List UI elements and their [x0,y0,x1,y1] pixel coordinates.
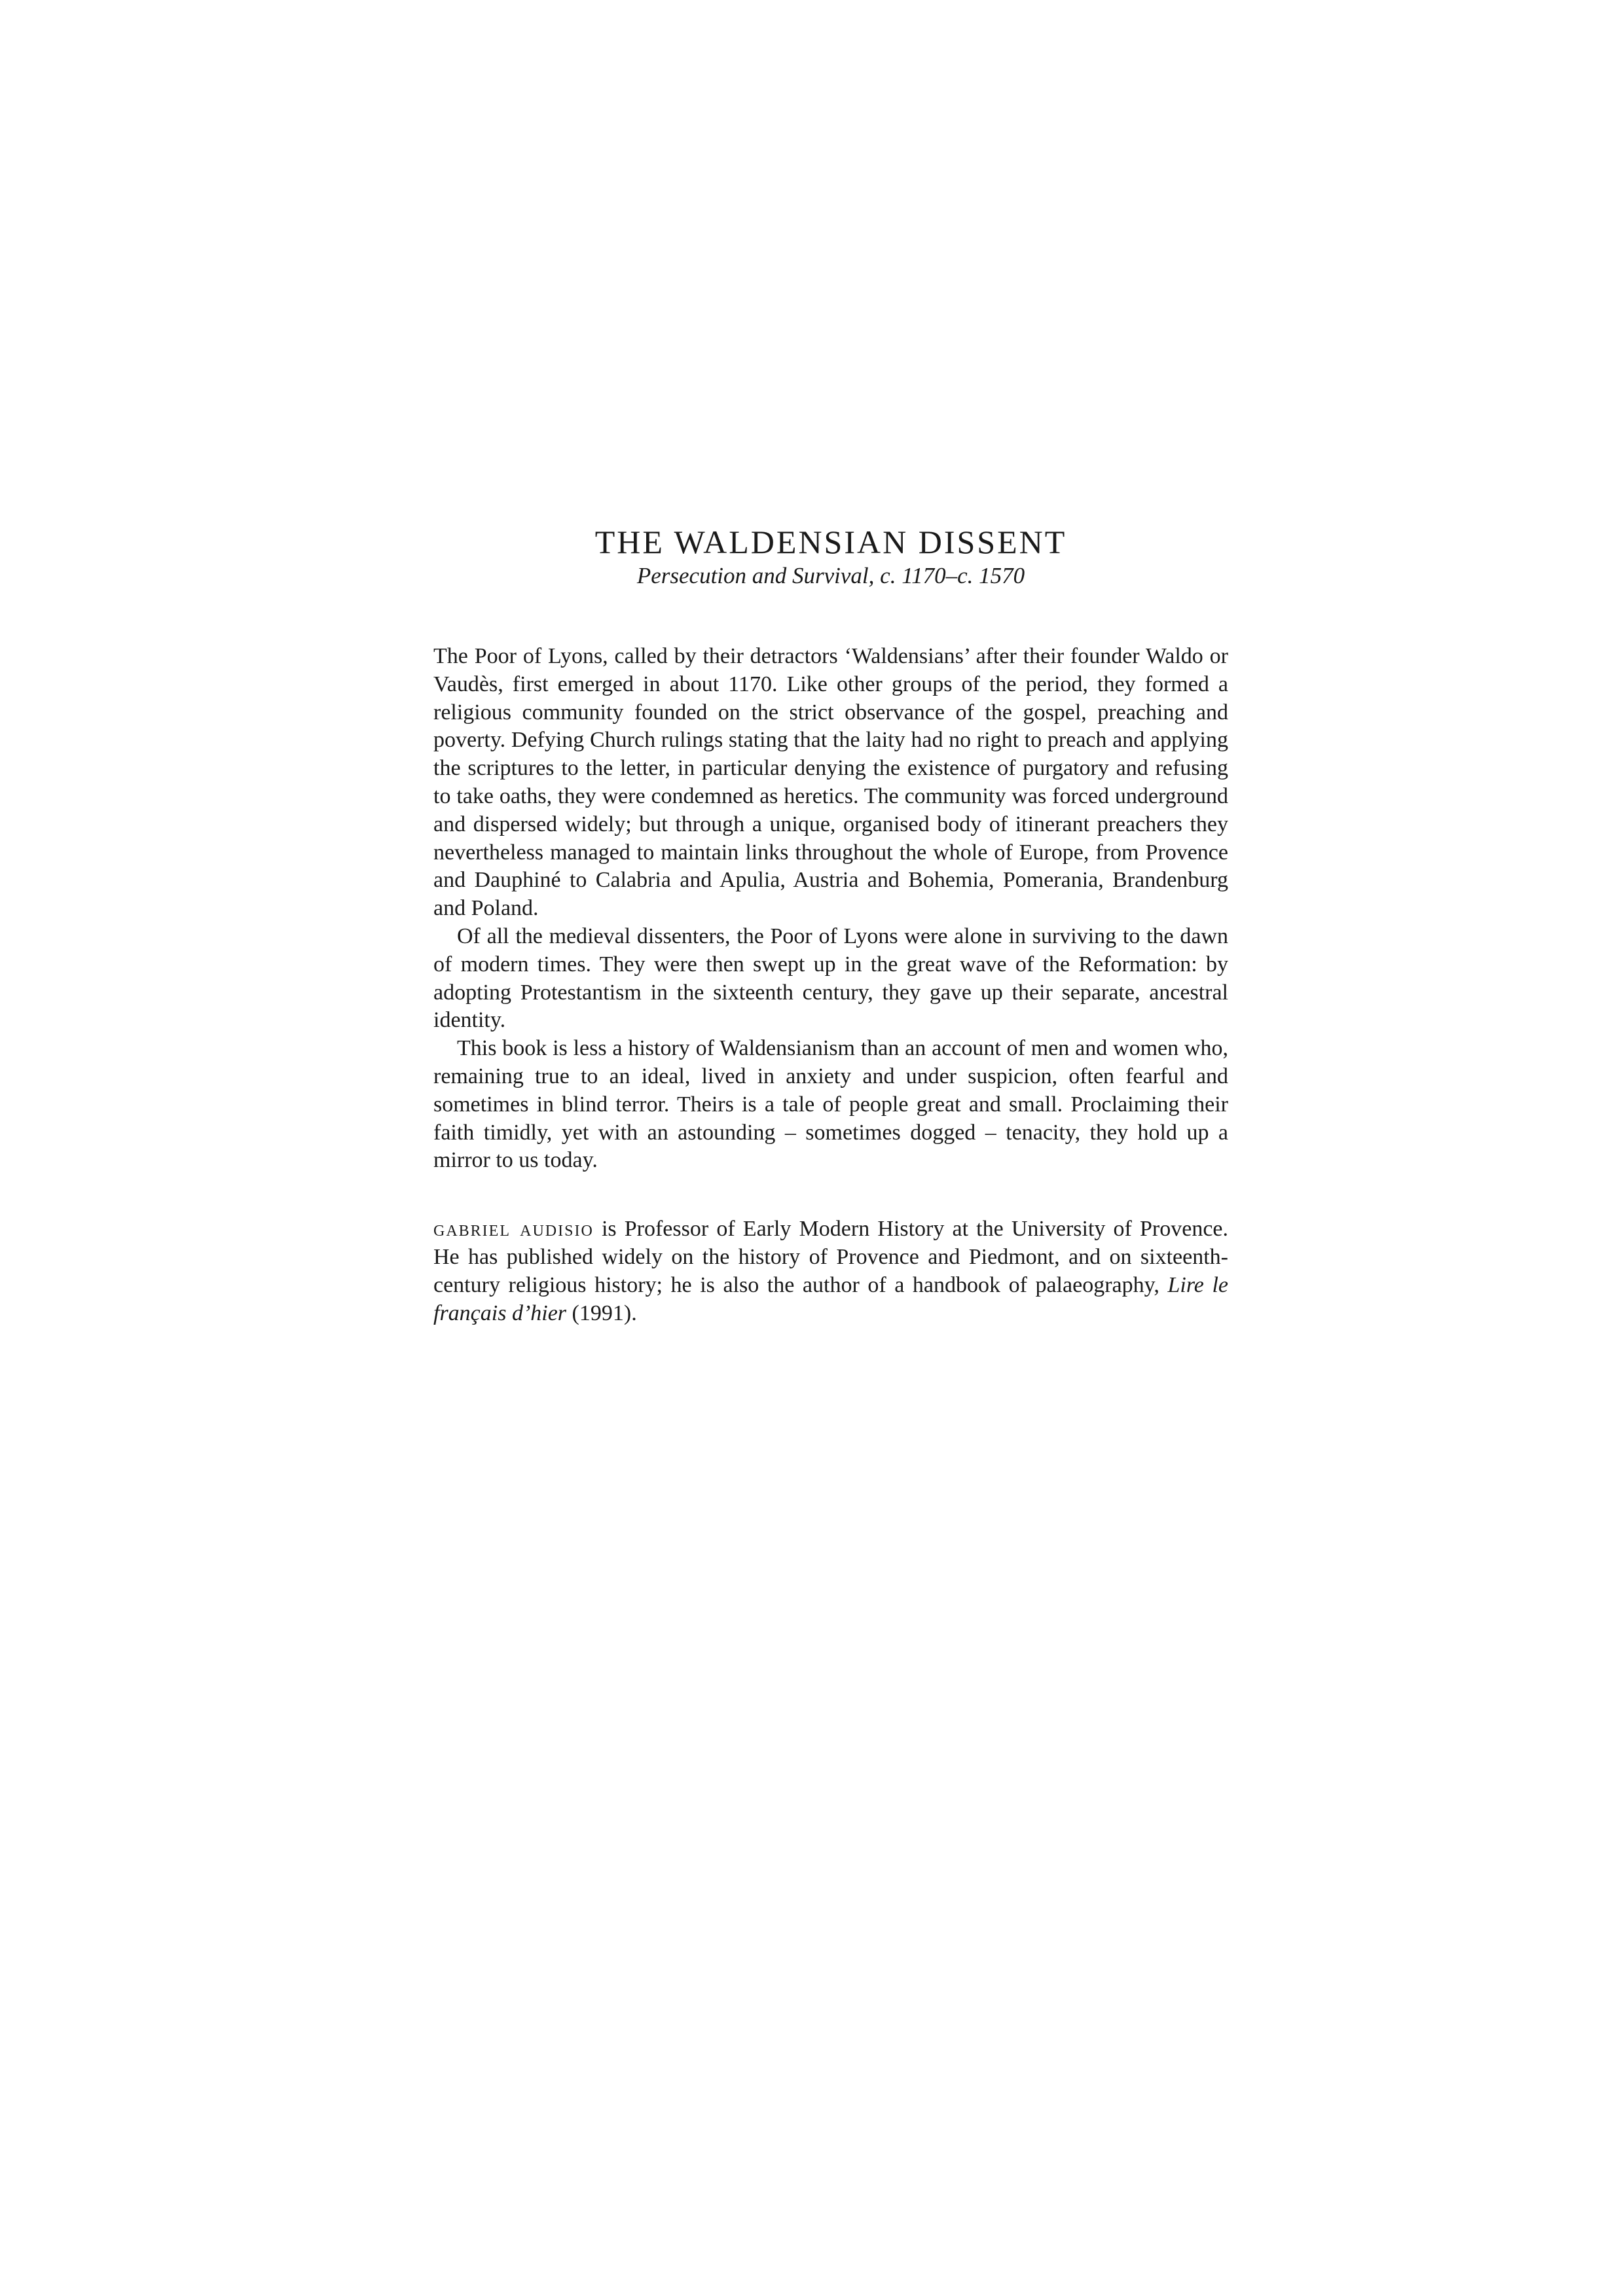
back-cover-text [433,524,1228,1327]
handbook-title: Lire le français d’hier [433,1272,1228,1325]
book-description [433,643,1228,1175]
handbook-year: (1991). [566,1300,637,1325]
author-bio-text: is Professor of Early Modern History at the University of Provence. He has published widely on the history of Provence and Piedmont, and on sixteenth-century religious history; he is also the author of a handbook of palaeography, [433,1217,1228,1297]
book-subtitle: Persecution and Survival, c. 1170–c. 1570 [636,563,1025,588]
description-paragraph: This book is less a history of Waldensianism than an account of men and women who, remaining true to an ideal, lived in anxiety and under suspicion, often fearful and sometimes in blind terror. Theirs is a tale of people great and small. Proclaiming their faith timidly, yet with an astounding – sometimes dogged – tenacity, they hold up a mirror to us today. [433,1036,1228,1173]
description-paragraph: Of all the medieval dissenters, the Poor of Lyons were alone in surviving to the dawn of modern times. They were then swept up in the great wave of the Reformation: by adopting Protestantism in the sixteenth century, they gave up their separate, ancestral identity. [433,924,1228,1033]
description-paragraph: The Poor of Lyons, called by their detractors ‘Waldensians’ after their founder Waldo or Vaudès, first emerged in about 1170. Like other groups of the period, they formed a religious community founded on the strict observance of the gospel, preaching and poverty. Defying Church rulings stating that the laity had no right to preach and applying the scriptures to the letter, in particular denying the existence of purgatory and refusing to take oaths, they were condemned as heretics. The community was forced underground and dispersed widely; but through a unique, organised body of itinerant preachers they nevertheless managed to maintain links throughout the whole of Europe, from Provence and Dauphiné to Calabria and Apulia, Austria and Bohemia, Pomerania, Brandenburg and Poland. [433,644,1228,921]
book-title: THE WALDENSIAN DISSENT [594,524,1067,560]
author-name: gabriel audisio [433,1217,594,1242]
author-bio [433,1215,1228,1327]
